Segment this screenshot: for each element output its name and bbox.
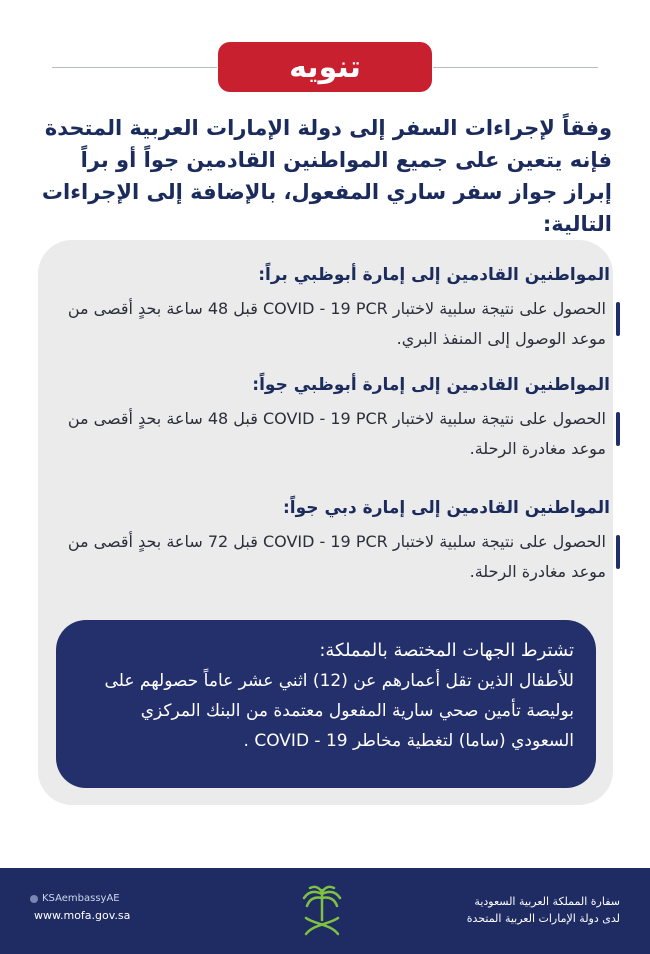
embassy-line-2: لدى دولة الإمارات العربية المتحدة bbox=[466, 912, 620, 925]
section-abudhabi-land bbox=[48, 262, 620, 354]
requirement-body: للأطفال الذين تقل أعمارهم عن (12) اثني عشر عاماً حصولهم على بوليصة تأمين صحي سارية المفعول معتمدة من البنك المركزي السعودي (ساما) لتغطية مخاطر COVID - 19 . bbox=[104, 671, 574, 751]
requirement-heading: تشترط الجهات المختصة بالمملكة: bbox=[319, 640, 574, 661]
section-accent-bar bbox=[616, 302, 620, 336]
website-link[interactable]: www.mofa.gov.sa bbox=[34, 909, 131, 922]
social-handle[interactable]: KSAembassyAE bbox=[42, 893, 120, 904]
footer-bar bbox=[0, 868, 650, 954]
social-icon bbox=[30, 895, 38, 903]
section-heading: المواطنين القادمين إلى إمارة دبي جواً: bbox=[282, 498, 610, 518]
kingdom-requirement-box bbox=[56, 620, 596, 788]
section-abudhabi-air bbox=[48, 372, 620, 464]
social-handles bbox=[30, 892, 120, 906]
section-heading: المواطنين القادمين إلى إمارة أبوظبي جواً: bbox=[252, 375, 610, 395]
palm-swords-emblem-icon bbox=[296, 884, 348, 940]
section-accent-bar bbox=[616, 535, 620, 569]
section-body: الحصول على نتيجة سلبية لاختبار COVID - 19 PCR قبل 72 ساعة بحدٍ أقصى من موعد مغادرة الرحلة. bbox=[67, 532, 606, 581]
section-body: الحصول على نتيجة سلبية لاختبار COVID - 19 PCR قبل 48 ساعة بحدٍ أقصى من موعد مغادرة الرحلة. bbox=[67, 409, 606, 458]
page-title: تنويه bbox=[218, 42, 432, 92]
embassy-line-1: سفارة المملكة العربية السعودية bbox=[474, 895, 620, 908]
section-dubai-air bbox=[48, 495, 620, 587]
section-heading: المواطنين القادمين إلى إمارة أبوظبي براً: bbox=[258, 265, 610, 285]
header-divider-right bbox=[433, 67, 598, 68]
section-accent-bar bbox=[616, 412, 620, 446]
header-divider-left bbox=[52, 67, 217, 68]
embassy-name bbox=[420, 893, 620, 927]
section-body: الحصول على نتيجة سلبية لاختبار COVID - 19 PCR قبل 48 ساعة بحدٍ أقصى من موعد الوصول إلى المنفذ البري. bbox=[67, 299, 606, 348]
intro-paragraph: وفقاً لإجراءات السفر إلى دولة الإمارات العربية المتحدة فإنه يتعين على جميع المواطنين القادمين جواً أو براً إبراز جواز سفر ساري المفعول، بالإضافة إلى الإجراءات التالية: bbox=[41, 116, 612, 236]
